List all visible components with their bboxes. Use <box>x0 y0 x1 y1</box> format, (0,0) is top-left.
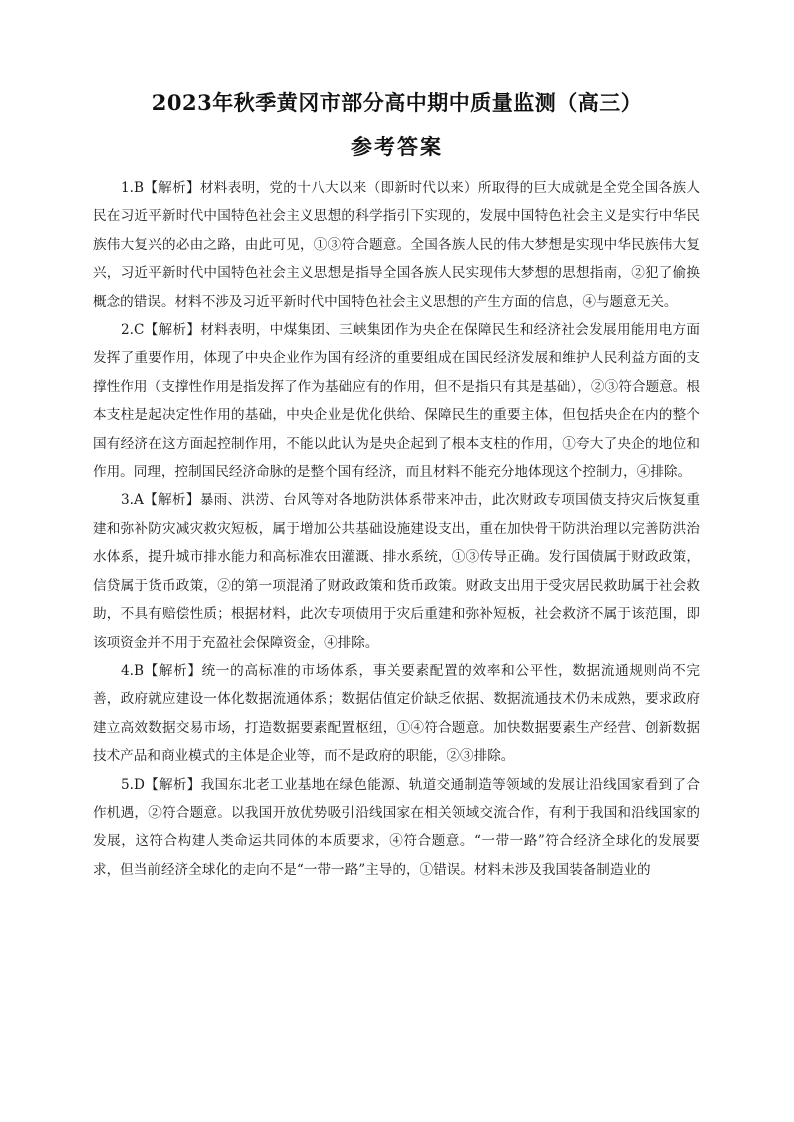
analysis-tag: 【解析】 <box>143 662 202 679</box>
answer-number: 3.A <box>121 492 144 509</box>
answer-number: 5.D <box>121 776 145 793</box>
answer-item-4 <box>93 657 700 771</box>
answer-item-2 <box>93 316 700 486</box>
analysis-tag: 【解析】 <box>143 180 200 196</box>
document-title: 2023年秋季黄冈市部分高中期中质量监测（高三） <box>151 90 643 115</box>
answer-text: 暴雨、洪涝、台风等对各地防洪体系带来冲击，此次财政专项国债支持灾后恢复重建和弥补防灾减灾救灾短板，属于增加公共基础设施建设支出，重在加快骨干防洪治理以完善防洪治水体系，提升城市排水能力和高标准农田灌溉、排水系统，①③传导正确。发行国债属于财政政策，信贷属于货币政策，②的第一项混淆了财政政策和货币政策。财政支出用于受灾居民救助属于社会救助，不具有赔偿性质；根据材料，此次专项债用于灾后重建和弥补短板，社会救济不属于该范围，即该项资金并不用于充盈社会保障资金，④排除。 <box>93 492 701 651</box>
answer-item-3 <box>93 486 700 656</box>
answer-number: 1.B <box>121 180 144 196</box>
answer-number: 4.B <box>121 662 144 679</box>
analysis-tag: 【解析】 <box>144 776 201 793</box>
answer-text: 统一的高标准的市场体系，事关要素配置的效率和公平性，数据流通规则尚不完善，政府就应建设一体化数据流通体系；数据估值定价缺乏依据、数据流通技术仍未成熟，要求政府建立高效数据交易市场，打造数据要素配置枢纽，①④符合题意。加快数据要素生产经营、创新数据技术产品和商业模式的主体是企业等，而不是政府的职能，②③排除。 <box>93 662 701 765</box>
answer-text: 材料表明，中煤集团、三峡集团作为央企在保障民生和经济社会发展用能用电方面发挥了重要作用，体现了中央企业作为国有经济的重要组成在国民经济发展和维护人民利益方面的支撑性作用（支撑性作用是指发挥了作为基础应有的作用，但不是指只有其是基础），②③符合题意。根本支柱是起决定性作用的基础，中央企业是优化供给、保障民生的重要主体，但包括央企在内的整个国有经济在这方面起控制作用，不能以此认为是央企起到了根本支柱的作用，①夸大了央企的地位和作用。同理，控制国民经济命脉的是整个国有经济，而且材料不能充分地体现这个控制力，④排除。 <box>93 322 700 481</box>
answer-text: 我国东北老工业基地在绿色能源、轨道交通制造等领域的发展让沿线国家看到了合作机遇，②符合题意。以我国开放优势吸引沿线国家在相关领域交流合作，有利于我国和沿线国家的发展，这符合构建人类命运共同体的本质要求，④符合题意。“一带一路”符合经济全球化的发展要求，但当前经济全球化的走向不是“一带一路”主导的，①错误。材料未涉及我国装备制造业的 <box>93 776 700 878</box>
document-subtitle: 参考答案 <box>351 134 443 159</box>
answer-item-1 <box>93 174 700 316</box>
answer-item-5 <box>93 771 700 885</box>
answer-number: 2.C <box>121 322 145 339</box>
analysis-tag: 【解析】 <box>143 492 200 509</box>
answer-text: 材料表明，党的十八大以来（即新时代以来）所取得的巨大成就是全党全国各族人民在习近平新时代中国特色社会主义思想的科学指引下实现的，发展中国特色社会主义是实行中华民族伟大复兴的必由之路，由此可见，①③符合题意。全国各族人民的伟大梦想是实现中华民族伟大复兴，习近平新时代中国特色社会主义思想是指导全国各族人民实现伟大梦想的思想指南，②犯了偷换概念的错误。材料不涉及习近平新时代中国特色社会主义思想的产生方面的信息，④与题意无关。 <box>93 180 701 310</box>
answer-list <box>93 174 700 884</box>
analysis-tag: 【解析】 <box>144 322 201 339</box>
